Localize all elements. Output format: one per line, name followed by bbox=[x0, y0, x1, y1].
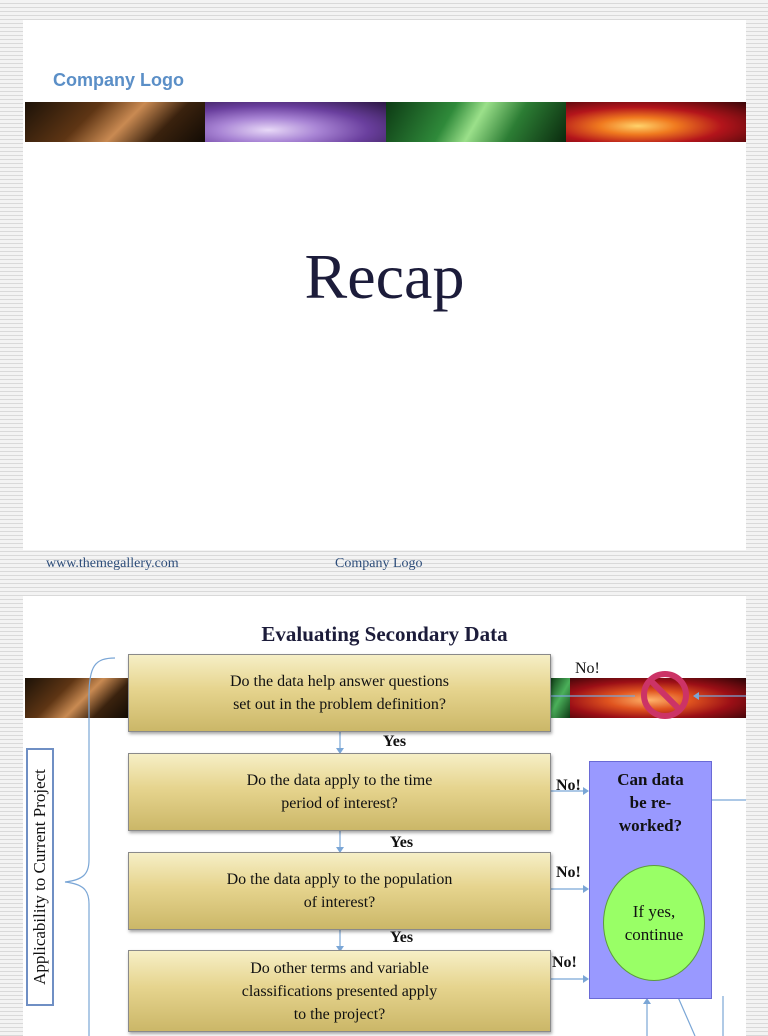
yes-label-3: Yes bbox=[390, 929, 414, 946]
photo-banner bbox=[25, 102, 746, 142]
yes-label-2: Yes bbox=[390, 834, 414, 851]
company-logo: Company Logo bbox=[53, 70, 184, 90]
slide-title: Evaluating Secondary Data bbox=[261, 622, 508, 646]
stop-icon bbox=[644, 674, 686, 716]
question-box-1: Do the data help answer questions set out in the problem definition? bbox=[128, 654, 551, 732]
question-box-2: Do the data apply to the time period of interest? bbox=[128, 753, 551, 831]
disc-photo bbox=[205, 102, 385, 142]
no-label-1: No! bbox=[575, 660, 600, 677]
yes-label-1: Yes bbox=[383, 733, 407, 750]
question-box-4: Do other terms and variable classifications presented apply to the project? bbox=[128, 950, 551, 1032]
keyboard-photo bbox=[25, 102, 205, 142]
footer-logo: Company Logo bbox=[335, 556, 423, 571]
no-label-4: No! bbox=[552, 954, 577, 971]
bracket-brace bbox=[65, 658, 115, 1036]
slide-recap bbox=[23, 20, 746, 550]
footer-url: www.themegallery.com bbox=[46, 556, 179, 571]
no-label-3: No! bbox=[556, 864, 581, 881]
slide-title: Recap bbox=[304, 241, 465, 312]
green-circuit-photo bbox=[386, 102, 566, 142]
continue-circle: If yes, continue bbox=[603, 865, 705, 981]
rework-box bbox=[589, 761, 712, 999]
question-box-3: Do the data apply to the population of interest? bbox=[128, 852, 551, 930]
rework-question: Can data be re- worked? bbox=[617, 770, 684, 835]
red-light-photo bbox=[566, 102, 746, 142]
slide-evaluating-data bbox=[23, 596, 746, 1036]
no-label-2: No! bbox=[556, 777, 581, 794]
applicability-label: Applicability to Current Project bbox=[26, 748, 54, 1006]
